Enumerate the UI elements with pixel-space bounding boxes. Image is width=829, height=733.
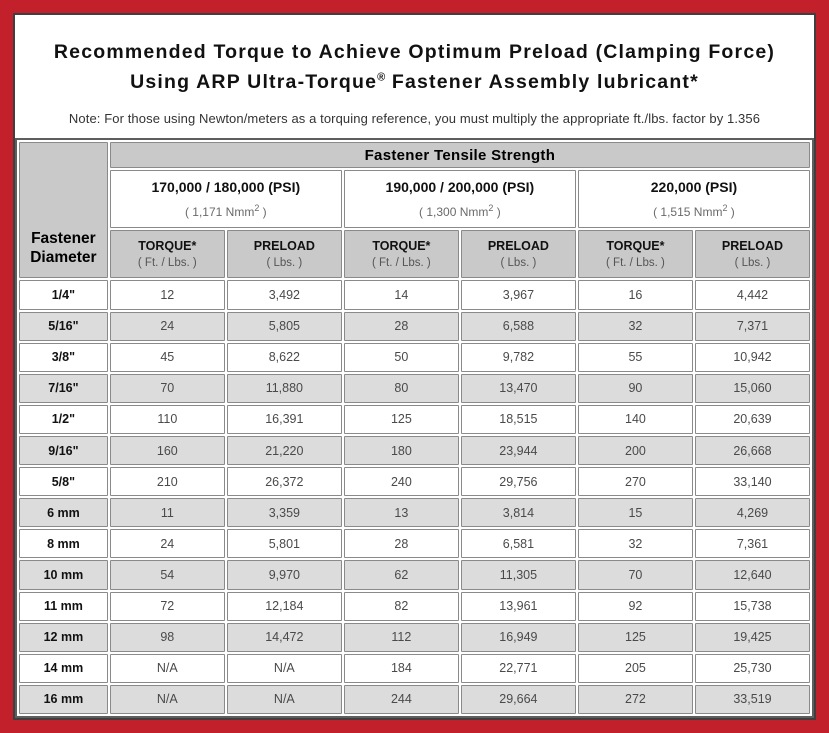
preload-cell: 11,880: [227, 374, 342, 403]
torque-cell: 16: [578, 280, 693, 309]
preload-cell: 7,371: [695, 312, 810, 341]
torque-cell: 14: [344, 280, 459, 309]
torque-cell: 80: [344, 374, 459, 403]
table-row: [19, 405, 810, 434]
preload-cell: 22,771: [461, 654, 576, 683]
column-label: PRELOAD: [721, 239, 784, 254]
preload-cell: 8,622: [227, 343, 342, 372]
preload-cell: 16,391: [227, 405, 342, 434]
torque-cell: 82: [344, 592, 459, 621]
torque-cell: 32: [578, 312, 693, 341]
torque-cell: 70: [110, 374, 225, 403]
preload-cell: N/A: [227, 685, 342, 714]
preload-cell: 23,944: [461, 436, 576, 465]
nmm-superscript: 2: [254, 203, 260, 214]
nmm-value: [113, 203, 339, 219]
torque-cell: 32: [578, 529, 693, 558]
preload-cell: 13,470: [461, 374, 576, 403]
preload-cell: 26,668: [695, 436, 810, 465]
nmm-value: [581, 203, 807, 219]
table-row: [19, 343, 810, 372]
row-diameter: 16 mm: [19, 685, 108, 714]
column-unit: ( Ft. / Lbs. ): [606, 257, 665, 270]
psi-group-190-200: [344, 170, 576, 228]
torque-cell: 160: [110, 436, 225, 465]
registered-trademark-symbol: ®: [377, 71, 386, 84]
group-header-row: [19, 142, 810, 168]
nmm-text-close: ): [727, 205, 735, 220]
table-header: [19, 142, 810, 278]
torque-cell: 13: [344, 498, 459, 527]
nmm-text-close: ): [493, 205, 501, 220]
torque-table: [15, 138, 814, 718]
torque-cell: 125: [344, 405, 459, 434]
preload-cell: 16,949: [461, 623, 576, 652]
preload-cell: 19,425: [695, 623, 810, 652]
preload-cell: 6,588: [461, 312, 576, 341]
preload-cell: 33,140: [695, 467, 810, 496]
torque-column-header: [344, 230, 459, 278]
table-container: [15, 138, 814, 718]
preload-cell: 20,639: [695, 405, 810, 434]
psi-header-row: [19, 170, 810, 228]
torque-cell: 110: [110, 405, 225, 434]
column-label: TORQUE*: [606, 239, 665, 254]
row-diameter: 1/4": [19, 280, 108, 309]
preload-cell: 25,730: [695, 654, 810, 683]
document-page: [13, 13, 816, 720]
preload-cell: 7,361: [695, 529, 810, 558]
torque-cell: 205: [578, 654, 693, 683]
preload-cell: 4,269: [695, 498, 810, 527]
row-diameter: 11 mm: [19, 592, 108, 621]
preload-cell: 33,519: [695, 685, 810, 714]
preload-cell: 29,664: [461, 685, 576, 714]
preload-cell: 18,515: [461, 405, 576, 434]
nmm-superscript: 2: [488, 203, 494, 214]
psi-value: 170,000 / 180,000 (PSI): [151, 179, 301, 196]
table-row: [19, 498, 810, 527]
preload-cell: 12,640: [695, 560, 810, 589]
preload-column-header: [695, 230, 810, 278]
table-row: [19, 592, 810, 621]
column-label: PRELOAD: [253, 239, 315, 254]
torque-cell: 140: [578, 405, 693, 434]
torque-cell: 200: [578, 436, 693, 465]
column-unit: ( Lbs. ): [734, 257, 771, 270]
torque-cell: 92: [578, 592, 693, 621]
torque-column-header: [578, 230, 693, 278]
torque-cell: 240: [344, 467, 459, 496]
torque-cell: N/A: [110, 685, 225, 714]
torque-cell: 98: [110, 623, 225, 652]
torque-cell: 12: [110, 280, 225, 309]
preload-cell: 14,472: [227, 623, 342, 652]
row-diameter: 6 mm: [19, 498, 108, 527]
torque-cell: 270: [578, 467, 693, 496]
torque-cell: 184: [344, 654, 459, 683]
table-row: [19, 654, 810, 683]
nmm-value: [347, 203, 573, 219]
torque-cell: 70: [578, 560, 693, 589]
preload-cell: 15,060: [695, 374, 810, 403]
page-title-line2: [15, 67, 814, 97]
torque-column-header: [110, 230, 225, 278]
preload-cell: 6,581: [461, 529, 576, 558]
preload-column-header: [227, 230, 342, 278]
torque-cell: 24: [110, 529, 225, 558]
torque-cell: 244: [344, 685, 459, 714]
preload-cell: 3,359: [227, 498, 342, 527]
torque-cell: 28: [344, 312, 459, 341]
psi-value: 220,000 (PSI): [650, 179, 738, 196]
table-row: [19, 529, 810, 558]
column-unit: ( Ft. / Lbs. ): [371, 257, 431, 270]
row-diameter: 9/16": [19, 436, 108, 465]
torque-cell: 50: [344, 343, 459, 372]
column-header-row: [19, 230, 810, 278]
row-diameter: 10 mm: [19, 560, 108, 589]
column-label: TORQUE*: [138, 239, 197, 254]
preload-cell: 21,220: [227, 436, 342, 465]
table-row: [19, 623, 810, 652]
torque-cell: N/A: [110, 654, 225, 683]
psi-group-220: [578, 170, 810, 228]
row-diameter: 1/2": [19, 405, 108, 434]
torque-cell: 272: [578, 685, 693, 714]
preload-cell: 12,184: [227, 592, 342, 621]
torque-cell: 125: [578, 623, 693, 652]
preload-cell: 29,756: [461, 467, 576, 496]
column-unit: ( Lbs. ): [500, 257, 537, 270]
preload-cell: 9,782: [461, 343, 576, 372]
table-row: [19, 436, 810, 465]
newton-meters-note: Note: For those using Newton/meters as a torquing reference, you must multiply the appropriate ft./lbs. factor by 1.356: [68, 111, 761, 127]
preload-cell: 10,942: [695, 343, 810, 372]
column-unit: ( Ft. / Lbs. ): [137, 257, 197, 270]
preload-cell: 11,305: [461, 560, 576, 589]
tensile-strength-header: Fastener Tensile Strength: [110, 142, 810, 168]
preload-cell: 13,961: [461, 592, 576, 621]
torque-cell: 45: [110, 343, 225, 372]
torque-cell: 62: [344, 560, 459, 589]
psi-group-170-180: [110, 170, 342, 228]
table-body: [19, 280, 810, 714]
nmm-text: ( 1,171 Nmm: [184, 205, 255, 220]
torque-cell: 210: [110, 467, 225, 496]
table-row: [19, 312, 810, 341]
torque-cell: 72: [110, 592, 225, 621]
preload-cell: 5,805: [227, 312, 342, 341]
row-diameter: 3/8": [19, 343, 108, 372]
table-row: [19, 374, 810, 403]
torque-cell: 11: [110, 498, 225, 527]
table-row: [19, 467, 810, 496]
column-label: TORQUE*: [372, 239, 431, 254]
nmm-text: ( 1,515 Nmm: [653, 205, 723, 220]
torque-cell: 28: [344, 529, 459, 558]
preload-cell: 15,738: [695, 592, 810, 621]
title-line2-text-cont: Fastener Assembly lubricant*: [385, 71, 699, 94]
preload-cell: 9,970: [227, 560, 342, 589]
preload-cell: 3,967: [461, 280, 576, 309]
preload-cell: 5,801: [227, 529, 342, 558]
title-section: [15, 15, 814, 138]
column-unit: ( Lbs. ): [266, 257, 303, 270]
nmm-text-close: ): [259, 205, 267, 220]
torque-cell: 15: [578, 498, 693, 527]
preload-cell: 4,442: [695, 280, 810, 309]
torque-cell: 180: [344, 436, 459, 465]
table-row: [19, 560, 810, 589]
column-label: PRELOAD: [487, 239, 549, 254]
table-row: [19, 685, 810, 714]
preload-cell: 3,814: [461, 498, 576, 527]
torque-cell: 24: [110, 312, 225, 341]
nmm-text: ( 1,300 Nmm: [419, 205, 489, 220]
preload-cell: 3,492: [227, 280, 342, 309]
preload-cell: N/A: [227, 654, 342, 683]
row-diameter: 12 mm: [19, 623, 108, 652]
fastener-diameter-header: Fastener Diameter: [19, 142, 108, 278]
preload-column-header: [461, 230, 576, 278]
page-title-line1: Recommended Torque to Achieve Optimum Preload (Clamping Force): [53, 41, 776, 63]
torque-cell: 90: [578, 374, 693, 403]
title-line2-text: Using ARP Ultra-Torque: [130, 71, 378, 94]
row-diameter: 5/8": [19, 467, 108, 496]
row-diameter: 8 mm: [19, 529, 108, 558]
torque-cell: 112: [344, 623, 459, 652]
nmm-superscript: 2: [722, 203, 728, 214]
row-diameter: 14 mm: [19, 654, 108, 683]
table-row: [19, 280, 810, 309]
row-diameter: 7/16": [19, 374, 108, 403]
torque-cell: 54: [110, 560, 225, 589]
row-diameter: 5/16": [19, 312, 108, 341]
psi-value: 190,000 / 200,000 (PSI): [385, 179, 535, 196]
preload-cell: 26,372: [227, 467, 342, 496]
torque-cell: 55: [578, 343, 693, 372]
